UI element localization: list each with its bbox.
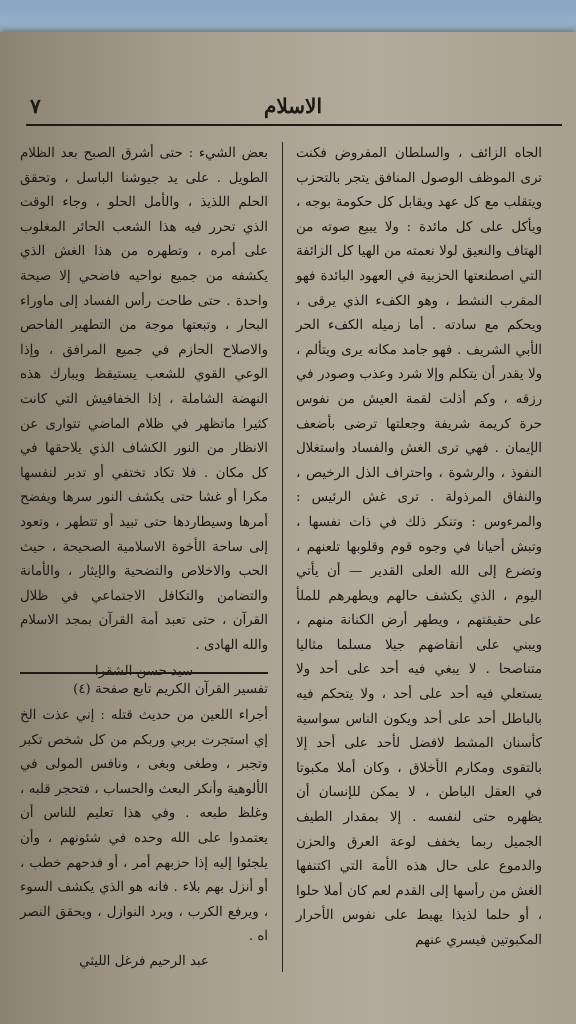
column-divider — [282, 142, 283, 972]
magazine-page — [0, 32, 576, 1024]
left-column-text: بعض الشيء : حتى أشرق الصبح بعد الظلام الطويل . على يد جيوشنا الباسل ، وتحقق الحلم اللذيذ ، والأمل الحلو ، وجاء الوقت الذي تحرر فيه هذا الشعب الحائر المغلوب على أمره ، وتطهره من هذا الغش الذي يكشفه من جميع نواحيه فاضحي إلا صيحة واحدة . حتى طاحت رأس الفساد إلى ماوراء البحار ، وتبعتها موجة من التطهير الفاحص والاصلاح الحازم في جميع المرافق ، وإذا الوعي القوي للشعب يستيقظ ويبارك هذه النهضة الشاملة ، إذا الخفافيش التي كانت كثيرا ماتظهر في ظلام الماضي تتوارى عن الانظار من النور الكشاف الذي يلاحقها في كل مكان . فلا تكاد تختفي أو تدبر لنفسها مكرا أو غشا حتى يكشف النور سرها ويفضح أمرها وسيطاردها حتى تبيد أو تتطهر ، وتعود إلى ساحة الأخوة الاسلامية الصحيحة ، حيث الحب والاخلاص والتضحية والإيثار ، والأمانة والتضامن والتكافل الاجتماعي في ظلال القرآن ، حتى تعبد أمة القرآن بمجد الاسلام والله الهادى . — [20, 146, 268, 653]
left-column — [20, 142, 268, 685]
section-signature: عبد الرحيم فرغل الليثي — [79, 953, 209, 969]
section-text: أجراء اللعين من حديث قتله : إني عذت الخ إي استجرت بربي وربكم من كل شخص تكبر وتجبر ، وطغى وبغى ، ونافس المولى في الألوهية وأنكر البعث والحساب ، فتحجر قلبه ، وغلظ طبعه . وفي هذا تعليم للناس أن يعتمدوا على الله وحده في شئونهم ، وأن يلجئوا إليه إذا حزبهم أمر ، أو فدحهم خطب ، أو أنزل بهم بلاء . فانه هو الذي يكشف السوء ، ويرفع الكرب ، ويرد النوازل ، ويحقق النصر اه . — [20, 708, 268, 945]
right-column-text: الجاه الزائف ، والسلطان المفروض فكنت ترى الموظف الوصول المنافق يتجر بالتحزب ويتقلب مع كل عهد ويقابل كل حكومة بوجه ، ويأكل على كل مائدة : ولا يبيع صوته من الهتاف والنعيق لولا نعمته من الهيا كل الزائفة التي اصطنعتها الحزبية في العهود البائدة فهو المقرب النشط ، وهو الكفء الذي يرقى ، ويحكم مع سادته . أما زميله الكفء الحر الأبي الشريف . فهو جامد مكانه يرى ويتألم ، ولا يقدر أن يتكلم وإلا شرد وعذب وصودر في رزقه ، وكم أذلت لقمة العيش من نفوس حرة كريمة شريفة وجعلتها ترضى بأضعف الإيمان . فهي ترى الغش والفساد واستغلال النفوذ ، والرشوة ، واحتراف الذل الرخيص ، والنفاق المرذولة . ترى غش الرئيس : والمرءوس : وتنكر ذلك في ذات نفسها ، وتبش أحيانا في وجوه قوم وقلوبها تلعنهم ، وتضرع إلى الله العلى القدير — أن يأتي اليوم ، الذي يكشف حالهم ويطهرهم للملأ على حقيقتهم ، ويطهر أرض الكنانة منهم ، ويبني على أنقاضهم جيلا مسلما مثاليا متناصحا . لا يبغي فيه أحد على أحد ولا يستعلي فيه أحد على أحد ، ولا يتحكم فيه بالباطل أحد على أحد ويكون الناس سواسية كأسنان المشط لافضل لأحد على أحد إلا بالتقوى ومكارم الأخلاق ، وكان أملا مكبوتا في العقل الباطن ، لا يمكن للإنسان أن يظهره حتى لنفسه . إلا بمقدار الطيف الجميل ربما يخفف لوعة العرق والحزن والدموع على حال هذه الأمة التي اكتنفها الغش من رأسها إلى القدم لعم كان أملا حلوا ، أو حلما لذيذا يهبط على نفوس الأحرار المكبوتين فيسري عنهم — [296, 146, 542, 948]
right-column — [296, 142, 542, 954]
masthead-title: الاسلام — [263, 94, 323, 118]
page-number: ٧ — [30, 94, 41, 118]
header-rule — [26, 124, 562, 126]
section-title: تفسير القرآن الكريم تابع صفحة (٤) — [73, 682, 268, 697]
section-body — [20, 704, 268, 975]
section-divider — [20, 672, 268, 674]
